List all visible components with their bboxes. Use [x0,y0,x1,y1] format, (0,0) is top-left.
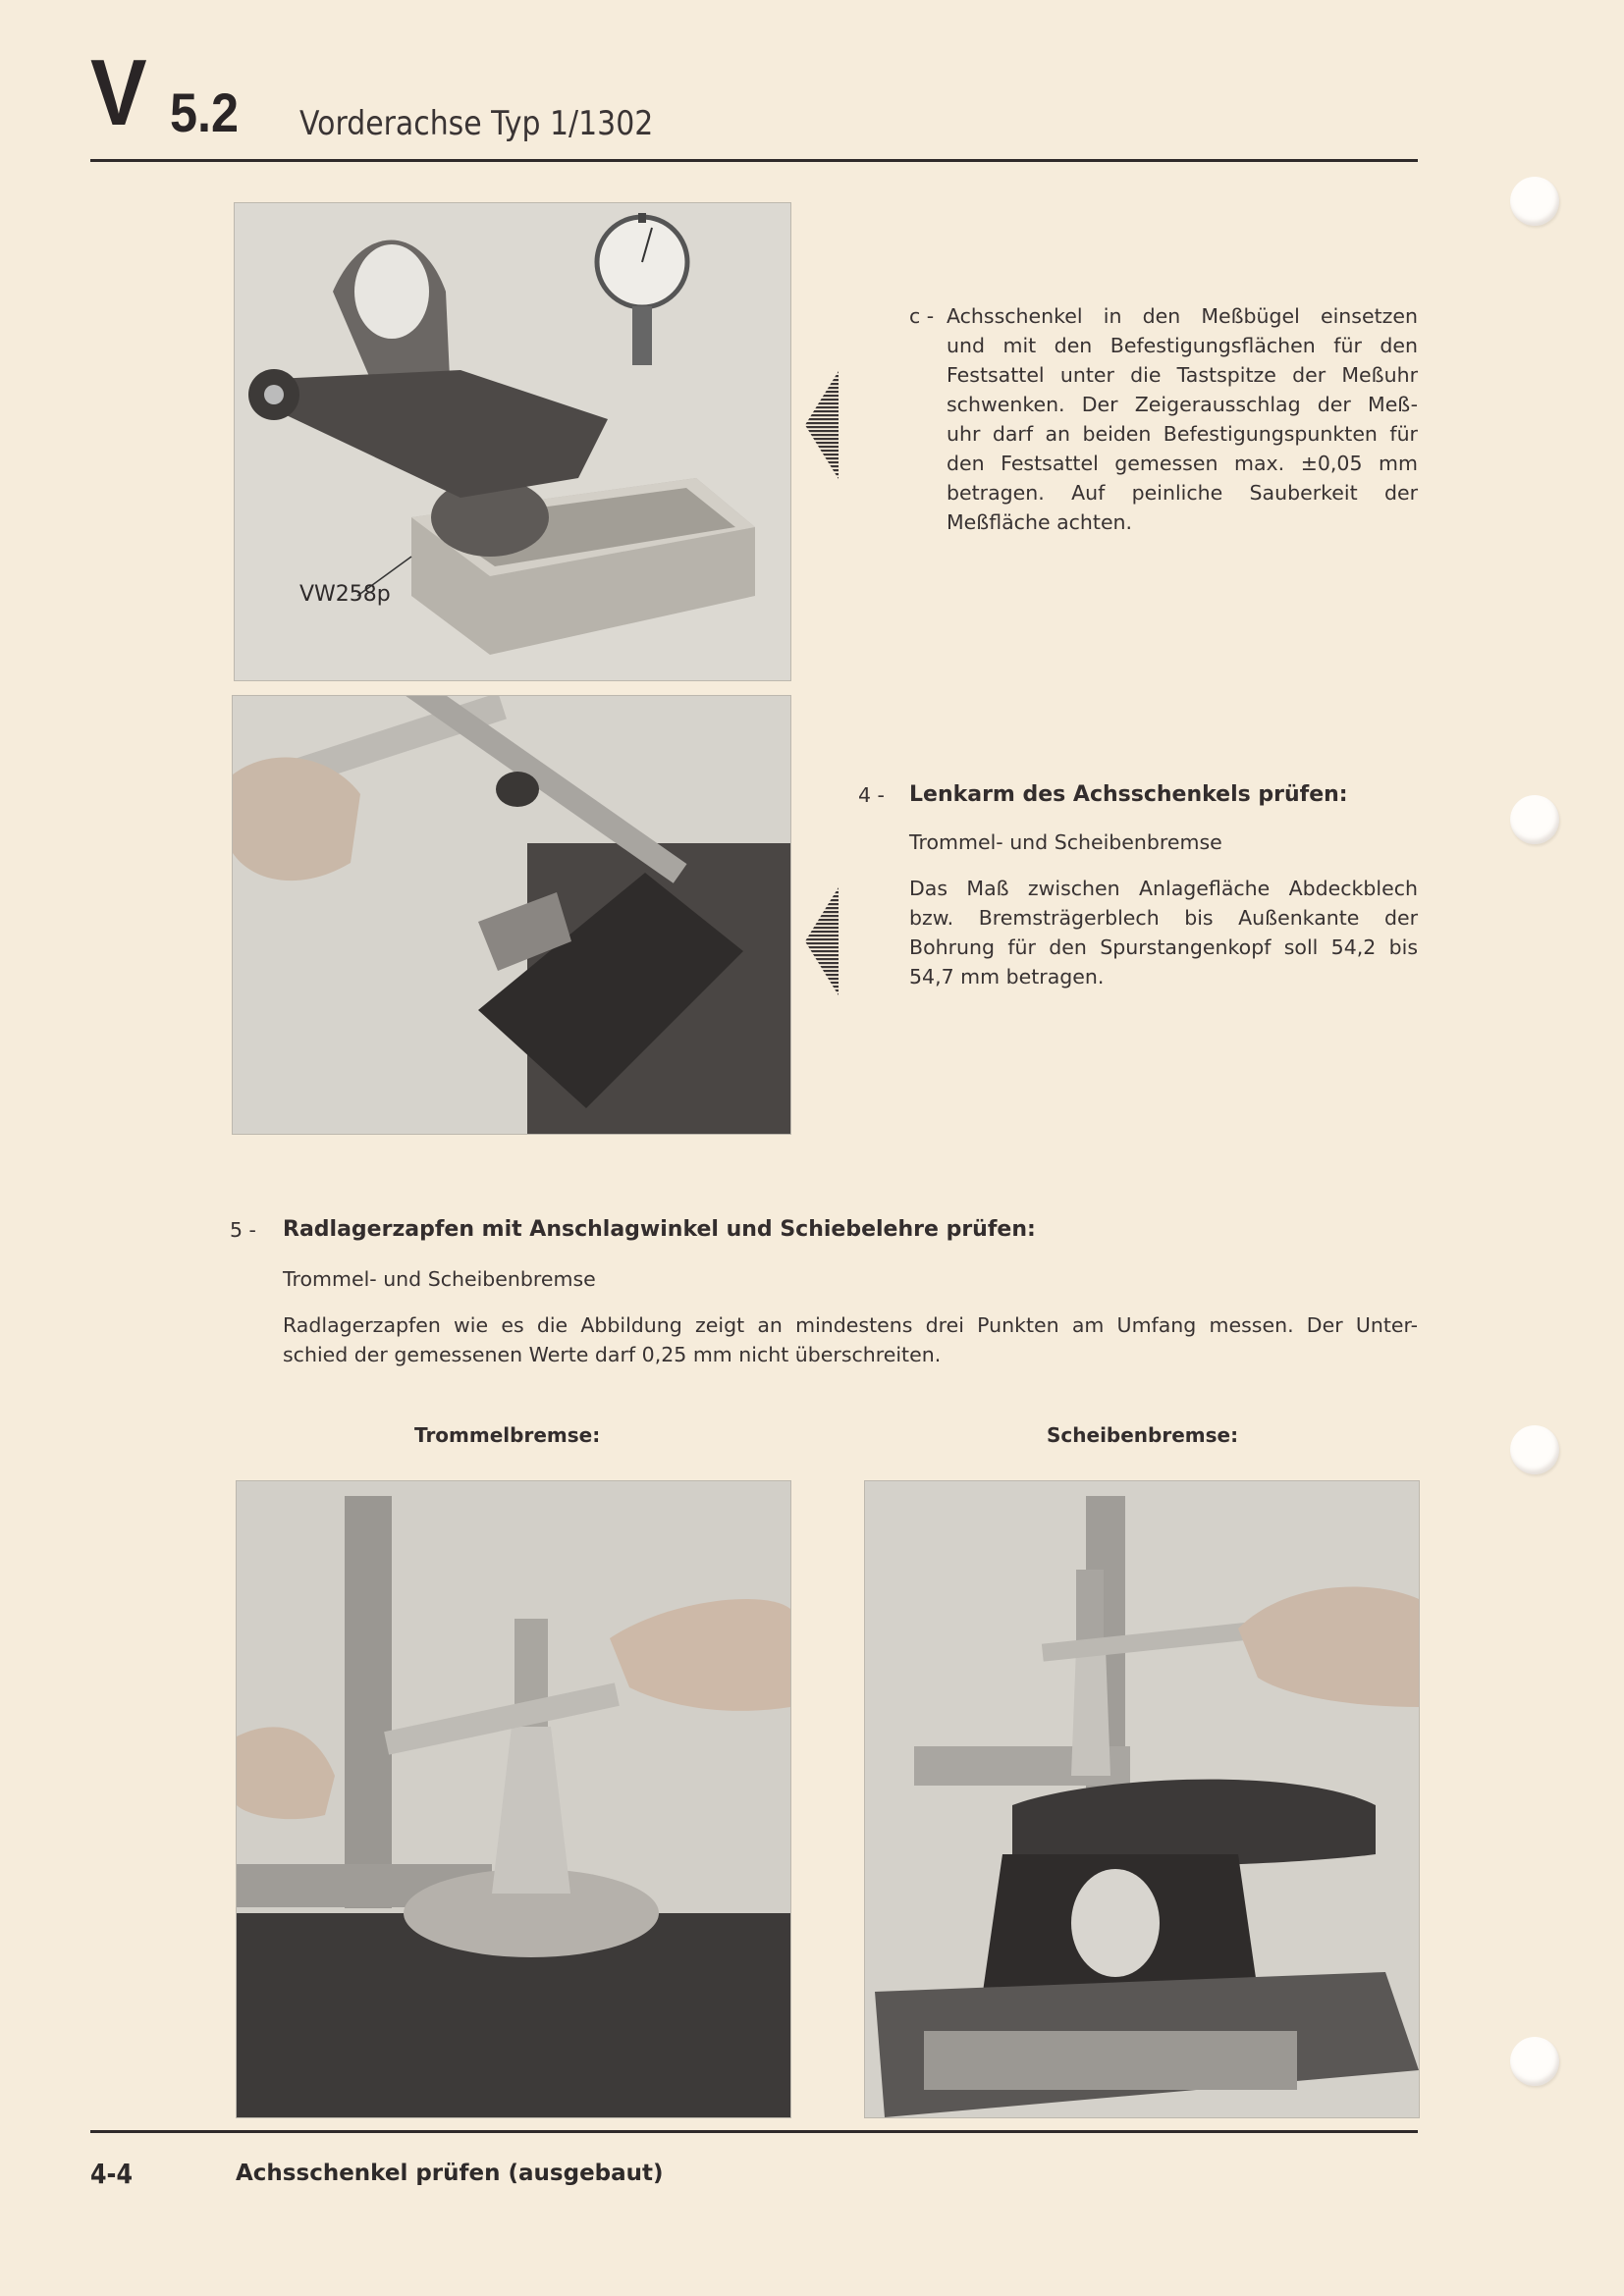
step-c-line: schwenken. Der Zeigerausschlag der Meß- [947,393,1418,416]
section-number: 5.2 [170,81,240,143]
figure-disc-brake-photo [864,1480,1420,2118]
step-5-label: 5 - [230,1218,256,1242]
left-pointer-arrow-icon [805,887,840,995]
step-5-subheading: Trommel- und Scheibenbremse [283,1267,596,1291]
step-c-label: c - [909,304,935,328]
step-c-text [947,301,1418,537]
step-5-text [283,1310,1418,1369]
caption-drum-brake: Trommelbremse: [414,1423,601,1447]
step-5-heading: Radlagerzapfen mit Anschlagwinkel und Schiebelehre prüfen: [283,1217,1036,1242]
step-5-line: schied der gemessenen Werte darf 0,25 mm nicht überschreiten. [283,1343,942,1366]
disc-brake-spindle-illustration [865,1481,1419,2117]
step-5-line: Radlagerzapfen wie es die Abbildung zeigt an mindestens drei Punkten am Umfang messen. Der Unter- [283,1313,1418,1337]
step-4-label: 4 - [858,783,885,807]
step-c-line: und mit den Befestigungsflächen für den [947,334,1418,357]
footer-divider [90,2130,1418,2133]
footer-title: Achsschenkel prüfen (ausgebaut) [236,2161,664,2186]
step-c-line: Festsattel unter die Tastspitze der Meßuhr [947,363,1418,387]
step-4-subheading: Trommel- und Scheibenbremse [909,830,1222,854]
header-divider [90,159,1418,162]
step-4-heading: Lenkarm des Achsschenkels prüfen: [909,782,1348,807]
step-c-line: Meßfläche achten. [947,510,1133,534]
left-pointer-arrow-icon [805,371,840,479]
punch-hole [1510,2037,1559,2086]
punch-hole [1510,1425,1559,1474]
section-letter: V [90,40,145,145]
tool-label: VW258p [299,582,391,607]
step-c-line: uhr darf an beiden Befestigungspunkten für [947,422,1418,446]
knuckle-gauge-illustration [235,203,790,680]
step-4-line: Das Maß zwischen Anlagefläche Abdeckblech [909,877,1418,900]
step-c-line: den Festsattel gemessen max. ±0,05 mm [947,452,1418,475]
drum-brake-spindle-illustration [237,1481,790,2117]
step-4-text [909,874,1418,991]
step-4-line: Bohrung für den Spurstangenkopf soll 54,2 bis [909,935,1418,959]
step-c-line: betragen. Auf peinliche Sauberkeit der [947,481,1418,505]
step-4-line: bzw. Bremsträgerblech bis Außenkante der [909,906,1418,930]
punch-hole [1510,177,1559,226]
steering-arm-caliper-illustration [233,696,790,1134]
step-4-line: 54,7 mm betragen. [909,965,1105,988]
caption-disc-brake: Scheibenbremse: [1047,1423,1239,1447]
figure-drum-brake-photo [236,1480,791,2118]
page-number: 4-4 [90,2158,134,2190]
step-c-line: Achsschenkel in den Meßbügel einsetzen [947,304,1418,328]
punch-hole [1510,795,1559,844]
page-title: Vorderachse Typ 1/1302 [299,104,654,143]
figure-knuckle-gauge-photo [234,202,791,681]
figure-steering-arm-photo [232,695,791,1135]
